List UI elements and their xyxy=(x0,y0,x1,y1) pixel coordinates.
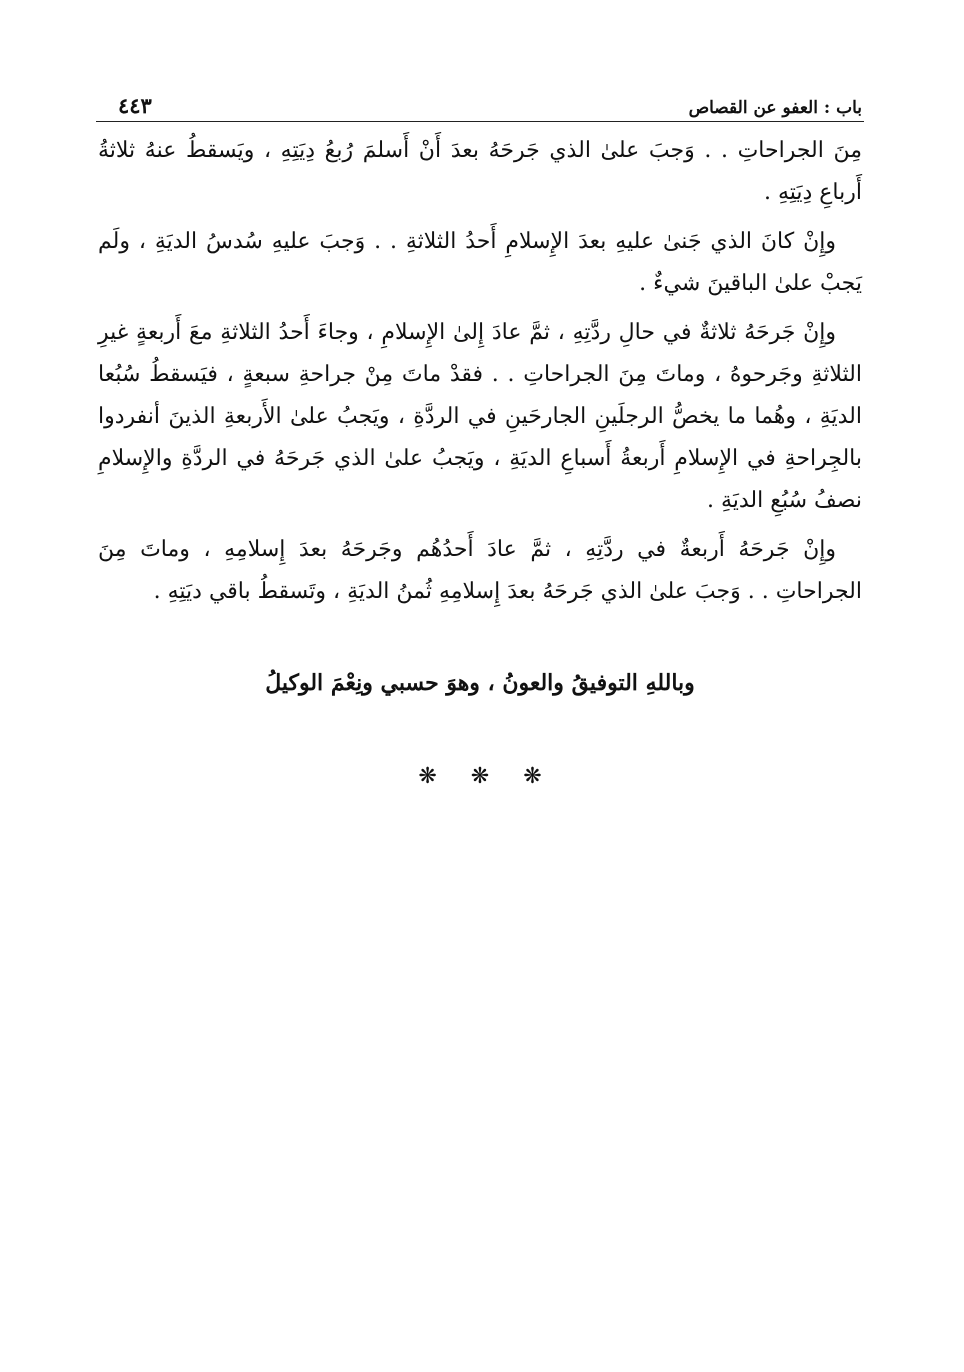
page-number: ٤٤٣ xyxy=(118,93,152,118)
body-text xyxy=(98,130,862,620)
asterism-icon: ❋ xyxy=(470,764,490,789)
page-header xyxy=(118,88,862,118)
header-rule xyxy=(96,121,864,122)
paragraph: وإِنْ كانَ الذي جَنىٰ عليهِ بعدَ الإِسلامِ أَحدُ الثلاثةِ . . وَجبَ عليهِ سُدسُ الديَةِ ، ولَم يَجبْ علىٰ الباقينَ شيءٌ . xyxy=(98,229,862,296)
paragraph: مِنَ الجراحاتِ . . وَجبَ علىٰ الذي جَرحَهُ بعدَ أَنْ أَسلمَ رُبعُ دِيَتِهِ ، ويَسقطُ عنهُ ثلاثةُ أَرباعِ دِيَتِهِ . xyxy=(98,138,862,205)
running-head: باب : العفو عن القصاص xyxy=(688,98,862,118)
asterism-icon: ❋ xyxy=(418,764,437,789)
paragraph: وإِنْ جَرحَهُ ثلاثةٌ في حالِ ردَّتِهِ ، ثمَّ عادَ إِلىٰ الإِسلامِ ، وجاءَ أَحدُ الثلاثةِ معَ أَربعةٍ غيرِ الثلاثةِ وجَرحوهُ ، وماتَ مِنَ الجراحاتِ . . فقدْ ماتَ مِنْ جراحةِ سبعةٍ ، فيَسقطُ سُبُعا الديَةِ ، وهُما ما يخصُّ الرجلَينِ الجارحَينِ في الردَّةِ ، ويَجبُ علىٰ الأَربعةِ الذينَ أنفردوا بالجِراحةِ في الإِسلامِ أَربعةُ أَسباعِ الديَةِ ، ويَجبُ علىٰ الذي جَرحَهُ في الردَّةِ والإِسلامِ نصفُ سُبُعِ الديَةِ . xyxy=(98,320,862,513)
paragraph: وإِنْ جَرحَهُ أَربعةٌ في ردَّتِهِ ، ثمَّ عادَ أَحدُهُم وجَرحَهُ بعدَ إِسلامِهِ ، وماتَ مِنَ الجراحاتِ . . وَجبَ علىٰ الذي جَرحَهُ بعدَ إِسلامِهِ ثُمنُ الديَةِ ، وتَسقطُ باقي ديَتِهِ . xyxy=(98,537,862,604)
asterism-icon: ❋ xyxy=(523,764,542,789)
section-divider xyxy=(98,762,862,792)
closing-line: وباللهِ التوفيقُ والعونُ ، وهوَ حسبي ونِعْمَ الوكيلُ xyxy=(265,670,695,696)
